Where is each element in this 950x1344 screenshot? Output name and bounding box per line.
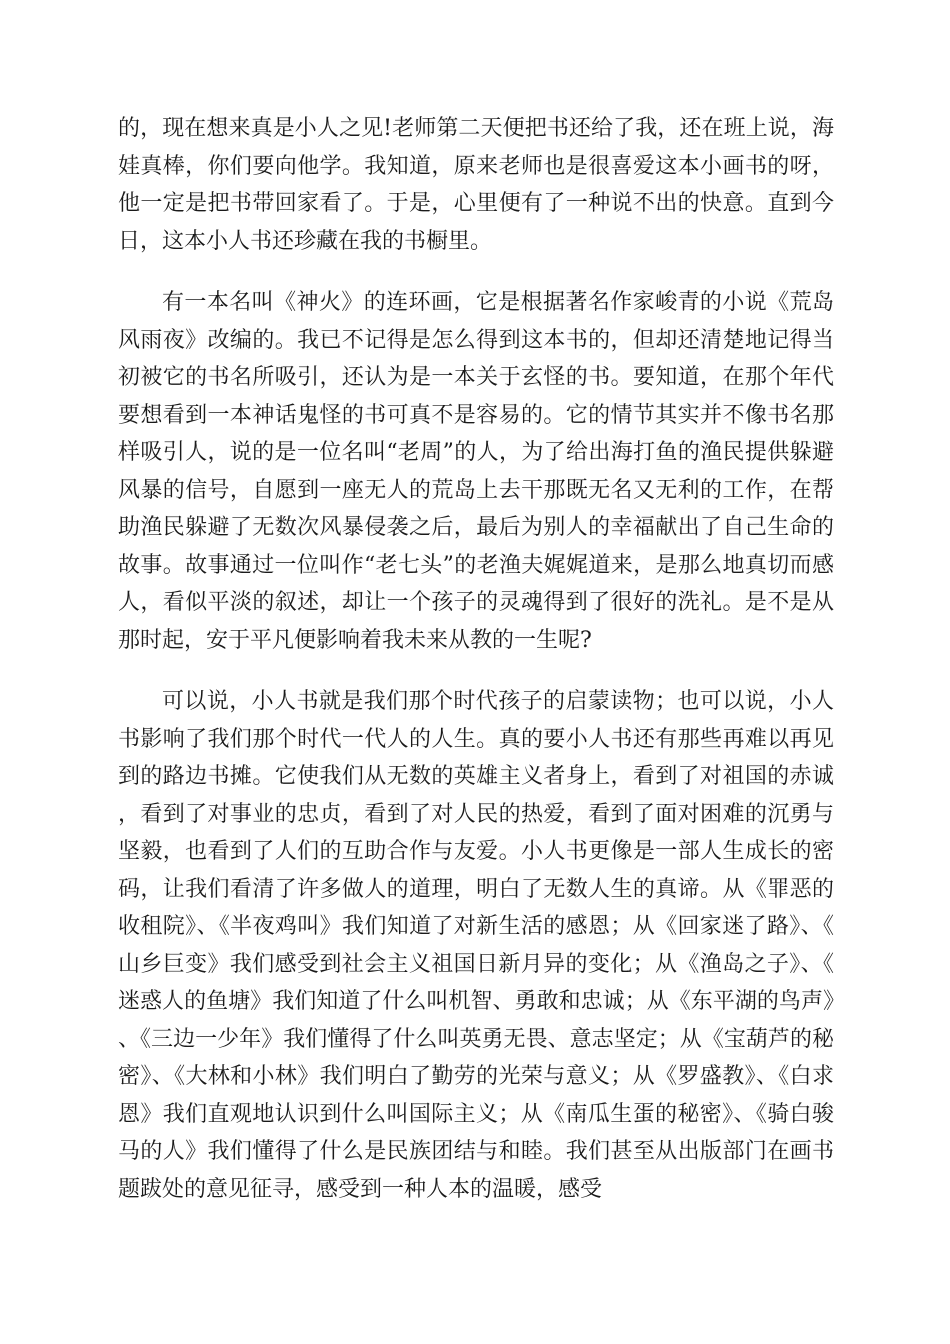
- document-body: [118, 110, 834, 1208]
- paragraph-shenhuo: 有一本名叫《神火》的连环画，它是根据著名作家峻青的小说《荒岛风雨夜》改编的。我已不记得是怎么得到这本书的，但却还清楚地记得当初被它的书名所吸引，还认为是一本关于玄怪的书。要知道，在那个年代要想看到一本神话鬼怪的书可真不是容易的。它的情节其实并不像书名那样吸引人，说的是一位名叫“老周”的人，为了给出海打鱼的渔民提供躲避风暴的信号，自愿到一座无人的荒岛上去干那既无名又无利的工作，在帮助渔民躲避了无数次风暴侵袭之后，最后为别人的幸福献出了自己生命的故事。故事通过一位叫作“老七头”的老渔夫娓娓道来，是那么地真切而感人，看似平淡的叙述，却让一个孩子的灵魂得到了很好的洗礼。是不是从那时起，安于平凡便影响着我未来从教的一生呢?: [118, 290, 834, 653]
- paragraph-xiaorenshu-influence: 可以说，小人书就是我们那个时代孩子的启蒙读物；也可以说，小人书影响了我们那个时代一代人的人生。真的要小人书还有那些再难以再见到的路边书摊。它使我们从无数的英雄主义者身上，看到了对祖国的赤诚，看到了对事业的忠贞，看到了对人民的热爱，看到了面对困难的沉勇与坚毅，也看到了人们的互助合作与友爱。小人书更像是一部人生成长的密码，让我们看清了许多做人的道理，明白了无数人生的真谛。从《罪恶的收租院》、《半夜鸡叫》我们知道了对新生活的感恩；从《回家迷了路》、《山乡巨变》我们感受到社会主义祖国日新月异的变化；从《渔岛之子》、《迷惑人的鱼塘》我们知道了什么叫机智、勇敢和忠诚；从《东平湖的鸟声》、《三边一少年》我们懂得了什么叫英勇无畏、意志坚定；从《宝葫芦的秘密》、《大林和小林》我们明白了勤劳的光荣与意义；从《罗盛教》、《白求恩》我们直观地认识到什么叫国际主义；从《南瓜生蛋的秘密》、《骑白骏马的人》我们懂得了什么是民族团结与和睦。我们甚至从出版部门在画书题跋处的意见征寻，感受到一种人本的温暖，感受: [118, 689, 834, 1202]
- paragraph-continued: 的，现在想来真是小人之见!老师第二天便把书还给了我，还在班上说，海娃真棒，你们要向他学。我知道，原来老师也是很喜爱这本小画书的呀，他一定是把书带回家看了。于是，心里便有了一种说不出的快意。直到今日，这本小人书还珍藏在我的书橱里。: [118, 116, 834, 254]
